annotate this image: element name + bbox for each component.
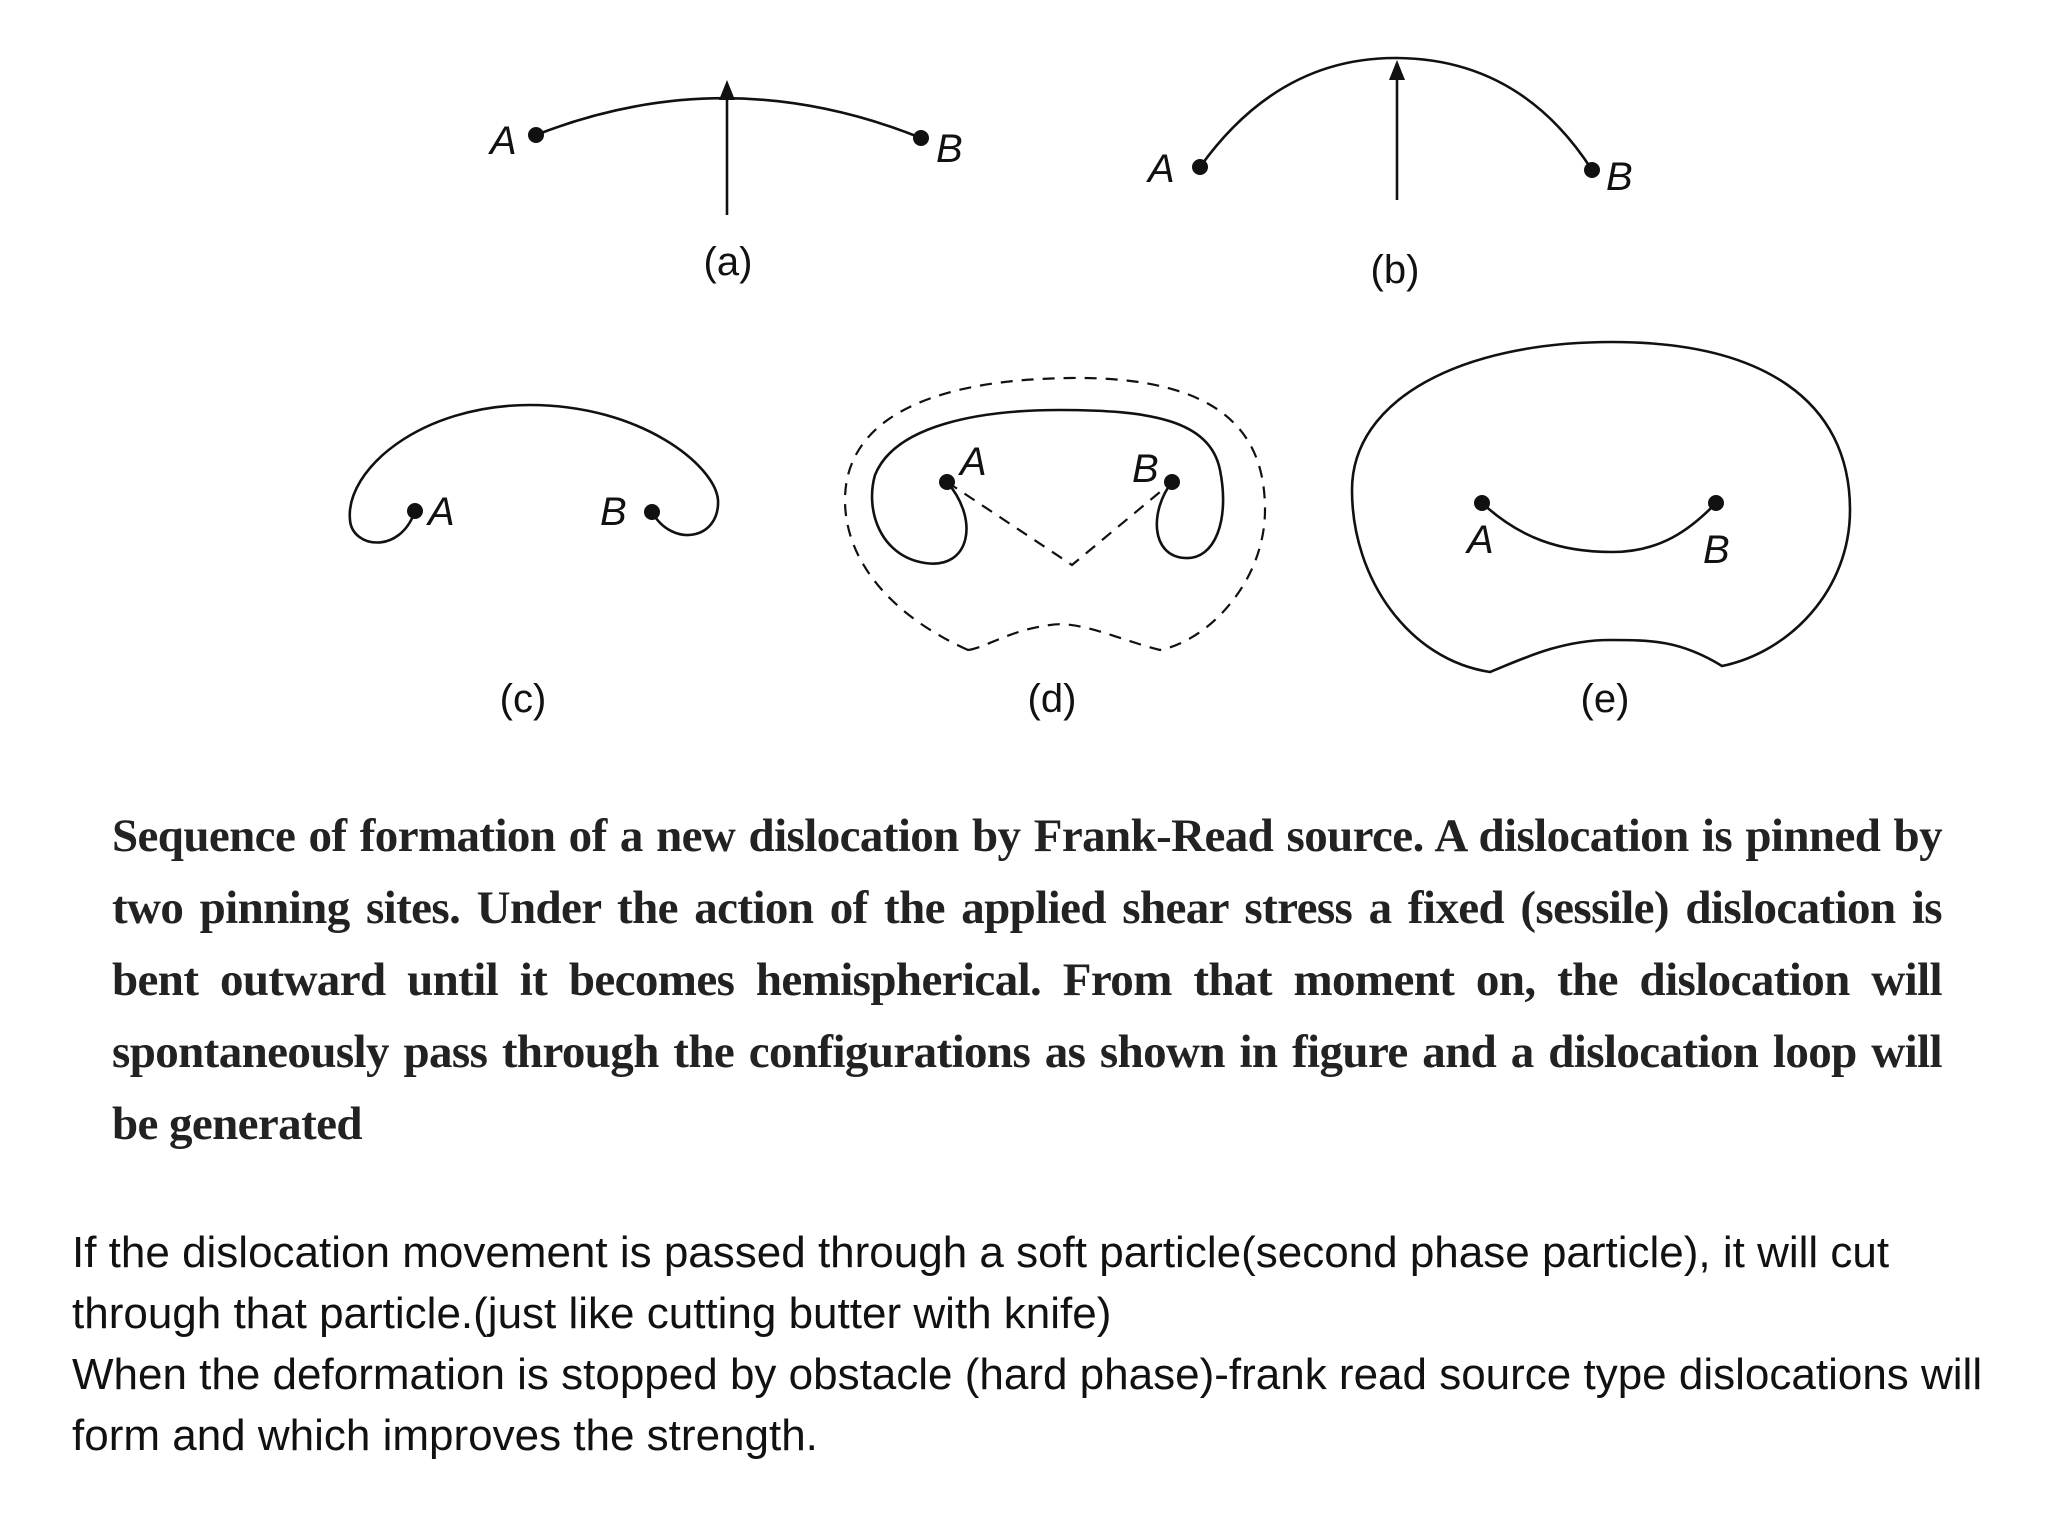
frank-read-source-diagram — [0, 0, 2048, 760]
point-b-label-b: B — [1606, 155, 1633, 199]
pin-a-a — [528, 127, 544, 143]
point-b-label-a: B — [936, 127, 963, 171]
new-dislocation-line-e — [1482, 503, 1716, 552]
pin-a-e — [1474, 495, 1490, 511]
panel-b — [1146, 58, 1633, 292]
stress-arrowhead-a — [719, 80, 735, 100]
pin-a-b — [1192, 159, 1208, 175]
panel-label-e: (e) — [1580, 677, 1630, 721]
panel-c — [350, 405, 718, 721]
dislocation-loop-e — [1352, 342, 1850, 672]
point-a-label-e: A — [1467, 518, 1494, 562]
original-line-dashed-d — [947, 482, 1172, 565]
pin-b-b — [1584, 162, 1600, 178]
stress-arrowhead-b — [1389, 60, 1405, 80]
pin-a-d — [939, 474, 955, 490]
dislocation-line-a — [536, 98, 921, 138]
outer-loop-dashed-d — [845, 378, 1265, 650]
point-b-label-c: B — [600, 490, 627, 534]
panel-e — [1352, 342, 1850, 721]
panel-label-c: (c) — [499, 677, 547, 721]
dislocation-line-c — [350, 405, 718, 543]
point-a-label-b: A — [1148, 147, 1175, 191]
note-soft-particle: If the dislocation movement is passed through a soft particle(second phase particle), it will cut through that particle.(just like cutting butter with knife) — [72, 1228, 1890, 1338]
explanation-notes — [72, 1222, 1992, 1466]
point-b-label-e: B — [1703, 528, 1730, 572]
point-b-label-d: B — [1132, 447, 1159, 491]
pin-b-c — [644, 504, 660, 520]
pin-a-c — [407, 503, 423, 519]
pin-b-a — [913, 130, 929, 146]
point-a-label-d: A — [960, 440, 987, 484]
figure-caption: Sequence of formation of a new dislocation by Frank-Read source. A dislocation is pinned by two pinning sites. Under the action of the applied shear stress a fixed (sessile) dislocation is bent outward until it becomes hemispherical. From that moment on, the dislocation will spontaneously pass through the configurations as shown in figure and a dislocation loop will be generated — [112, 810, 1942, 1150]
pin-b-e — [1708, 495, 1724, 511]
note-hard-phase: When the deformation is stopped by obstacle (hard phase)-frank read source type dislocations will form and which improves the strength. — [72, 1350, 1983, 1460]
panel-d — [845, 378, 1265, 721]
panel-label-a: (a) — [703, 240, 753, 284]
panel-label-d: (d) — [1027, 677, 1077, 721]
panel-label-b: (b) — [1370, 248, 1420, 292]
pin-b-d — [1164, 474, 1180, 490]
point-a-label-c: A — [428, 490, 455, 534]
point-a-label-a: A — [490, 119, 517, 163]
panel-a — [488, 80, 963, 284]
